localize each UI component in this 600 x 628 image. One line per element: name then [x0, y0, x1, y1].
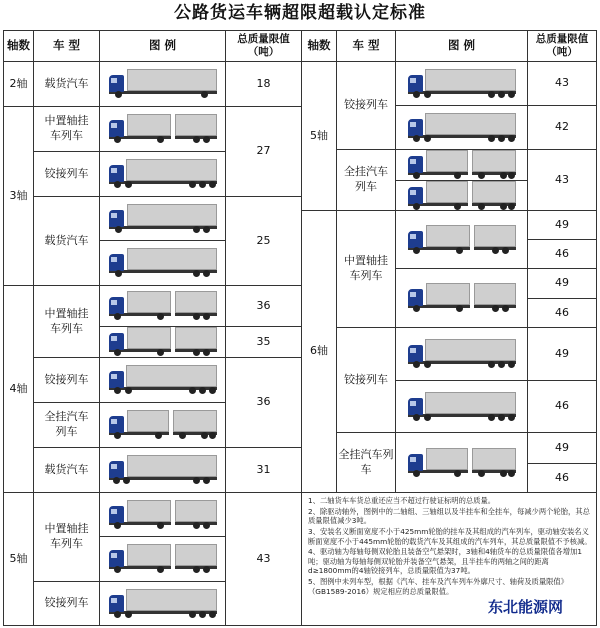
wheel: [508, 135, 515, 142]
wheel: [424, 91, 431, 98]
wheel: [413, 470, 420, 477]
cargo-box: [426, 225, 470, 247]
wheel: [454, 203, 461, 210]
wheel: [454, 470, 461, 477]
wheel: [155, 432, 162, 439]
truck-illustration: [109, 544, 217, 574]
wheel: [201, 91, 208, 98]
truck-illustration: [109, 500, 217, 530]
wheel: [189, 181, 196, 188]
axle-cell: 3轴: [3, 106, 34, 286]
figure-cell: [99, 240, 226, 286]
cargo-box: [425, 113, 516, 135]
limit-cell: 27: [225, 106, 302, 197]
header-axles: 轴数: [3, 30, 34, 62]
wheel: [199, 387, 206, 394]
wheel: [488, 91, 495, 98]
wheel: [478, 172, 485, 179]
wheel: [488, 414, 495, 421]
wheel: [508, 203, 515, 210]
cargo-box: [127, 291, 171, 313]
cargo-box: [127, 500, 171, 522]
wheel: [114, 522, 121, 529]
type-cell: 中置轴挂车列车: [33, 106, 100, 152]
figure-cell: [395, 149, 528, 181]
truck-cab: [408, 454, 423, 471]
truck-illustration: [408, 392, 516, 422]
truck-illustration: [109, 159, 217, 189]
truck-chassis: [109, 270, 217, 273]
type-cell: 中置轴挂车列车: [33, 285, 100, 358]
wheel: [115, 91, 122, 98]
wheel: [125, 387, 132, 394]
limit-cell: 43: [225, 492, 302, 626]
wheel: [478, 470, 485, 477]
wheel: [189, 611, 196, 618]
truck-chassis: [109, 226, 217, 229]
truck-cab: [109, 595, 124, 612]
limit-cell: 25: [225, 196, 302, 286]
cargo-box: [175, 114, 217, 136]
truck-illustration: [408, 113, 516, 143]
cargo-box: [127, 455, 217, 477]
truck-cab: [408, 187, 423, 204]
wheel: [193, 522, 200, 529]
wheel: [114, 136, 121, 143]
wheel: [193, 136, 200, 143]
wheel: [157, 313, 164, 320]
truck-cab: [408, 231, 423, 248]
cargo-box: [127, 114, 171, 136]
wheel: [193, 313, 200, 320]
wheel: [209, 181, 216, 188]
wheel: [114, 566, 121, 573]
cargo-box: [472, 448, 516, 470]
wheel: [157, 566, 164, 573]
wheel: [193, 349, 200, 356]
wheel: [478, 203, 485, 210]
truck-illustration: [408, 150, 516, 180]
truck-illustration: [109, 327, 217, 357]
limit-cell: 43: [527, 61, 597, 106]
type-cell: 全挂汽车列车: [336, 432, 396, 493]
wheel: [209, 432, 216, 439]
cargo-box: [127, 544, 171, 566]
truck-cab: [109, 120, 124, 137]
truck-illustration: [109, 69, 217, 99]
watermark: 东北能源网: [488, 598, 564, 616]
truck-illustration: [109, 410, 217, 440]
truck-illustration: [109, 204, 217, 234]
wheel: [413, 414, 420, 421]
wheel: [189, 387, 196, 394]
cargo-box: [127, 248, 217, 270]
figure-cell: [395, 327, 528, 381]
cargo-box: [126, 589, 217, 611]
cargo-box: [173, 410, 217, 432]
truck-cab: [109, 254, 124, 271]
type-cell: 中置轴挂车列车: [336, 210, 396, 328]
note-item: 3、安装名义断面宽度不小于425mm轮胎的挂车及其组成的汽车列车，驱动轴安装名义断面宽度不小于445mm轮胎的载货汽车及其组成的汽车列车，其总质量限值不予核减。: [308, 526, 592, 546]
truck-cab: [109, 506, 124, 523]
limit-cell: 49: [527, 327, 597, 381]
truck-cab: [109, 165, 124, 182]
type-cell: 铰接列车: [33, 151, 100, 197]
cargo-box: [175, 327, 217, 349]
wheel: [199, 611, 206, 618]
wheel: [456, 247, 463, 254]
wheel: [413, 203, 420, 210]
figure-cell: [99, 61, 226, 107]
figure-cell: [99, 106, 226, 152]
note-item: 4、驱动轴为每轴每侧双轮胎且装备空气悬架时，3轴和4轴货车的总质量限值各增加1吨；驱动轴为每轴每侧双轮胎并装备空气悬架，且半挂车的两轴之间的距离d≥1800mm的4轴铰接列车，总质量限值为37吨。: [308, 547, 582, 576]
cargo-box: [127, 204, 217, 226]
type-cell: 全挂汽车列车: [336, 149, 396, 211]
figure-cell: [99, 357, 226, 403]
cargo-box: [425, 392, 516, 414]
wheel: [203, 270, 210, 277]
truck-cab: [109, 210, 124, 227]
wheel: [157, 349, 164, 356]
truck-illustration: [408, 339, 516, 369]
truck-cab: [408, 398, 423, 415]
wheel: [125, 611, 132, 618]
wheel: [424, 414, 431, 421]
truck-illustration: [408, 448, 516, 478]
wheel: [502, 247, 509, 254]
wheel: [508, 470, 515, 477]
truck-cab: [408, 156, 423, 173]
truck-cab: [408, 75, 423, 92]
truck-cab: [408, 289, 423, 306]
wheel: [492, 247, 499, 254]
page-title: 公路货运车辆超限超载认定标准: [174, 3, 426, 23]
figure-cell: [99, 581, 226, 626]
header-type: 车 型: [33, 30, 100, 62]
wheel: [203, 136, 210, 143]
note-item: 2、除驱动轴外，图例中的二轴组、三轴组以及半挂车和全挂车，每减少两个轮胎，其总质量限值减少3吨。: [308, 506, 590, 526]
wheel: [114, 611, 121, 618]
figure-cell: [99, 492, 226, 537]
wheel: [203, 566, 210, 573]
wheel: [498, 91, 505, 98]
wheel: [157, 136, 164, 143]
wheel: [203, 313, 210, 320]
type-cell: 铰接列车: [336, 327, 396, 433]
truck-cab: [109, 416, 124, 433]
truck-cab: [408, 345, 423, 362]
figure-cell: [99, 326, 226, 358]
axle-cell: 5轴: [301, 61, 337, 211]
wheel: [114, 313, 121, 320]
figure-cell: [395, 268, 528, 328]
figure-cell: [99, 402, 226, 448]
figure-cell: [99, 447, 226, 493]
wheel: [114, 181, 121, 188]
type-cell: 铰接列车: [336, 61, 396, 150]
truck-illustration: [109, 291, 217, 321]
limit-cell: 36: [225, 285, 302, 327]
type-cell: 中置轴挂车列车: [33, 492, 100, 582]
wheel: [424, 135, 431, 142]
limit-cell: 36: [225, 357, 302, 448]
wheel: [114, 349, 121, 356]
truck-cab: [109, 461, 124, 478]
wheel: [500, 470, 507, 477]
wheel: [157, 522, 164, 529]
wheel: [193, 566, 200, 573]
wheel: [492, 305, 499, 312]
header-limit: 总质量限值（吨）: [225, 30, 302, 62]
type-cell: 载货汽车: [33, 196, 100, 286]
wheel: [500, 172, 507, 179]
truck-illustration: [408, 225, 516, 255]
header-figure: 图 例: [395, 30, 528, 62]
wheel: [114, 432, 121, 439]
wheel: [209, 387, 216, 394]
type-cell: 铰接列车: [33, 581, 100, 626]
wheel: [123, 477, 130, 484]
cargo-box: [426, 150, 468, 172]
wheel: [201, 432, 208, 439]
wheel: [456, 305, 463, 312]
limit-cell: 42: [527, 105, 597, 150]
figure-cell: [395, 180, 528, 211]
truck-illustration: [408, 283, 516, 313]
axle-cell: 4轴: [3, 285, 34, 493]
cargo-box: [126, 365, 217, 387]
wheel: [508, 172, 515, 179]
cargo-box: [472, 150, 516, 172]
limit-cell: 43: [527, 149, 597, 211]
limit-cell: 49: [527, 268, 597, 299]
figure-cell: [99, 536, 226, 582]
wheel: [413, 91, 420, 98]
wheel: [498, 135, 505, 142]
cargo-box: [175, 291, 217, 313]
axle-cell: 2轴: [3, 61, 34, 107]
figure-cell: [395, 380, 528, 433]
cargo-box: [127, 410, 169, 432]
truck-illustration: [408, 69, 516, 99]
axle-cell: 6轴: [301, 210, 337, 493]
wheel: [413, 247, 420, 254]
wheel: [209, 611, 216, 618]
wheel: [193, 226, 200, 233]
truck-cab: [109, 550, 124, 567]
wheel: [424, 361, 431, 368]
cargo-box: [126, 159, 217, 181]
cargo-box: [425, 69, 516, 91]
figure-cell: [99, 196, 226, 241]
truck-cab: [109, 297, 124, 314]
figure-cell: [395, 432, 528, 493]
cargo-box: [474, 283, 516, 305]
cargo-box: [127, 69, 217, 91]
wheel: [203, 349, 210, 356]
limit-cell: 35: [225, 326, 302, 358]
wheel: [508, 361, 515, 368]
wheel: [498, 414, 505, 421]
header-limit: 总质量限值（吨）: [527, 30, 597, 62]
wheel: [413, 305, 420, 312]
axle-cell: 5轴: [3, 492, 34, 626]
limit-cell: 46: [527, 298, 597, 328]
truck-illustration: [109, 114, 217, 144]
wheel: [488, 135, 495, 142]
wheel: [508, 414, 515, 421]
wheel: [199, 181, 206, 188]
header-axles: 轴数: [301, 30, 337, 62]
cargo-box: [175, 500, 217, 522]
truck-cab: [109, 75, 124, 92]
wheel: [125, 181, 132, 188]
figure-cell: [395, 61, 528, 106]
wheel: [508, 91, 515, 98]
wheel: [203, 522, 210, 529]
wheel: [413, 135, 420, 142]
wheel: [413, 172, 420, 179]
wheel: [498, 361, 505, 368]
cargo-box: [472, 181, 516, 203]
type-cell: 载货汽车: [33, 447, 100, 493]
cargo-box: [426, 448, 468, 470]
wheel: [115, 270, 122, 277]
wheel: [179, 432, 186, 439]
type-cell: 载货汽车: [33, 61, 100, 107]
cargo-box: [426, 181, 468, 203]
wheel: [114, 387, 121, 394]
limit-cell: 31: [225, 447, 302, 493]
limit-cell: 46: [527, 463, 597, 493]
limit-cell: 18: [225, 61, 302, 107]
limit-cell: 46: [527, 380, 597, 433]
wheel: [193, 477, 200, 484]
cargo-box: [426, 283, 470, 305]
wheel: [203, 477, 210, 484]
limit-cell: 49: [527, 432, 597, 464]
figure-cell: [395, 210, 528, 269]
wheel: [488, 361, 495, 368]
wheel: [454, 172, 461, 179]
wheel: [502, 305, 509, 312]
cargo-box: [175, 544, 217, 566]
note-item: 1、二轴货车车货总重还应当不超过行驶证标明的总质量。: [308, 496, 496, 505]
wheel: [115, 226, 122, 233]
truck-illustration: [109, 248, 217, 278]
cargo-box: [425, 339, 516, 361]
truck-illustration: [408, 181, 516, 211]
wheel: [500, 203, 507, 210]
limit-cell: 46: [527, 239, 597, 269]
type-cell: 铰接列车: [33, 357, 100, 403]
header-type: 车 型: [336, 30, 396, 62]
type-cell: 全挂汽车列车: [33, 402, 100, 448]
wheel: [413, 361, 420, 368]
truck-illustration: [109, 589, 217, 619]
header-figure: 图 例: [99, 30, 226, 62]
cargo-box: [127, 327, 171, 349]
limit-cell: 49: [527, 210, 597, 240]
figure-cell: [395, 105, 528, 150]
wheel: [113, 477, 120, 484]
truck-cab: [408, 119, 423, 136]
truck-cab: [109, 371, 124, 388]
wheel: [203, 226, 210, 233]
truck-illustration: [109, 365, 217, 395]
truck-illustration: [109, 455, 217, 485]
wheel: [193, 270, 200, 277]
note-item: 5、图例中未列车型，根据《汽车、挂车及汽车列车外廓尺寸、轴荷及质量限值》（GB1589-2016）规定相应的总质量限值。: [308, 577, 569, 596]
cargo-box: [474, 225, 516, 247]
figure-cell: [99, 151, 226, 197]
truck-cab: [109, 333, 124, 350]
figure-cell: [99, 285, 226, 327]
